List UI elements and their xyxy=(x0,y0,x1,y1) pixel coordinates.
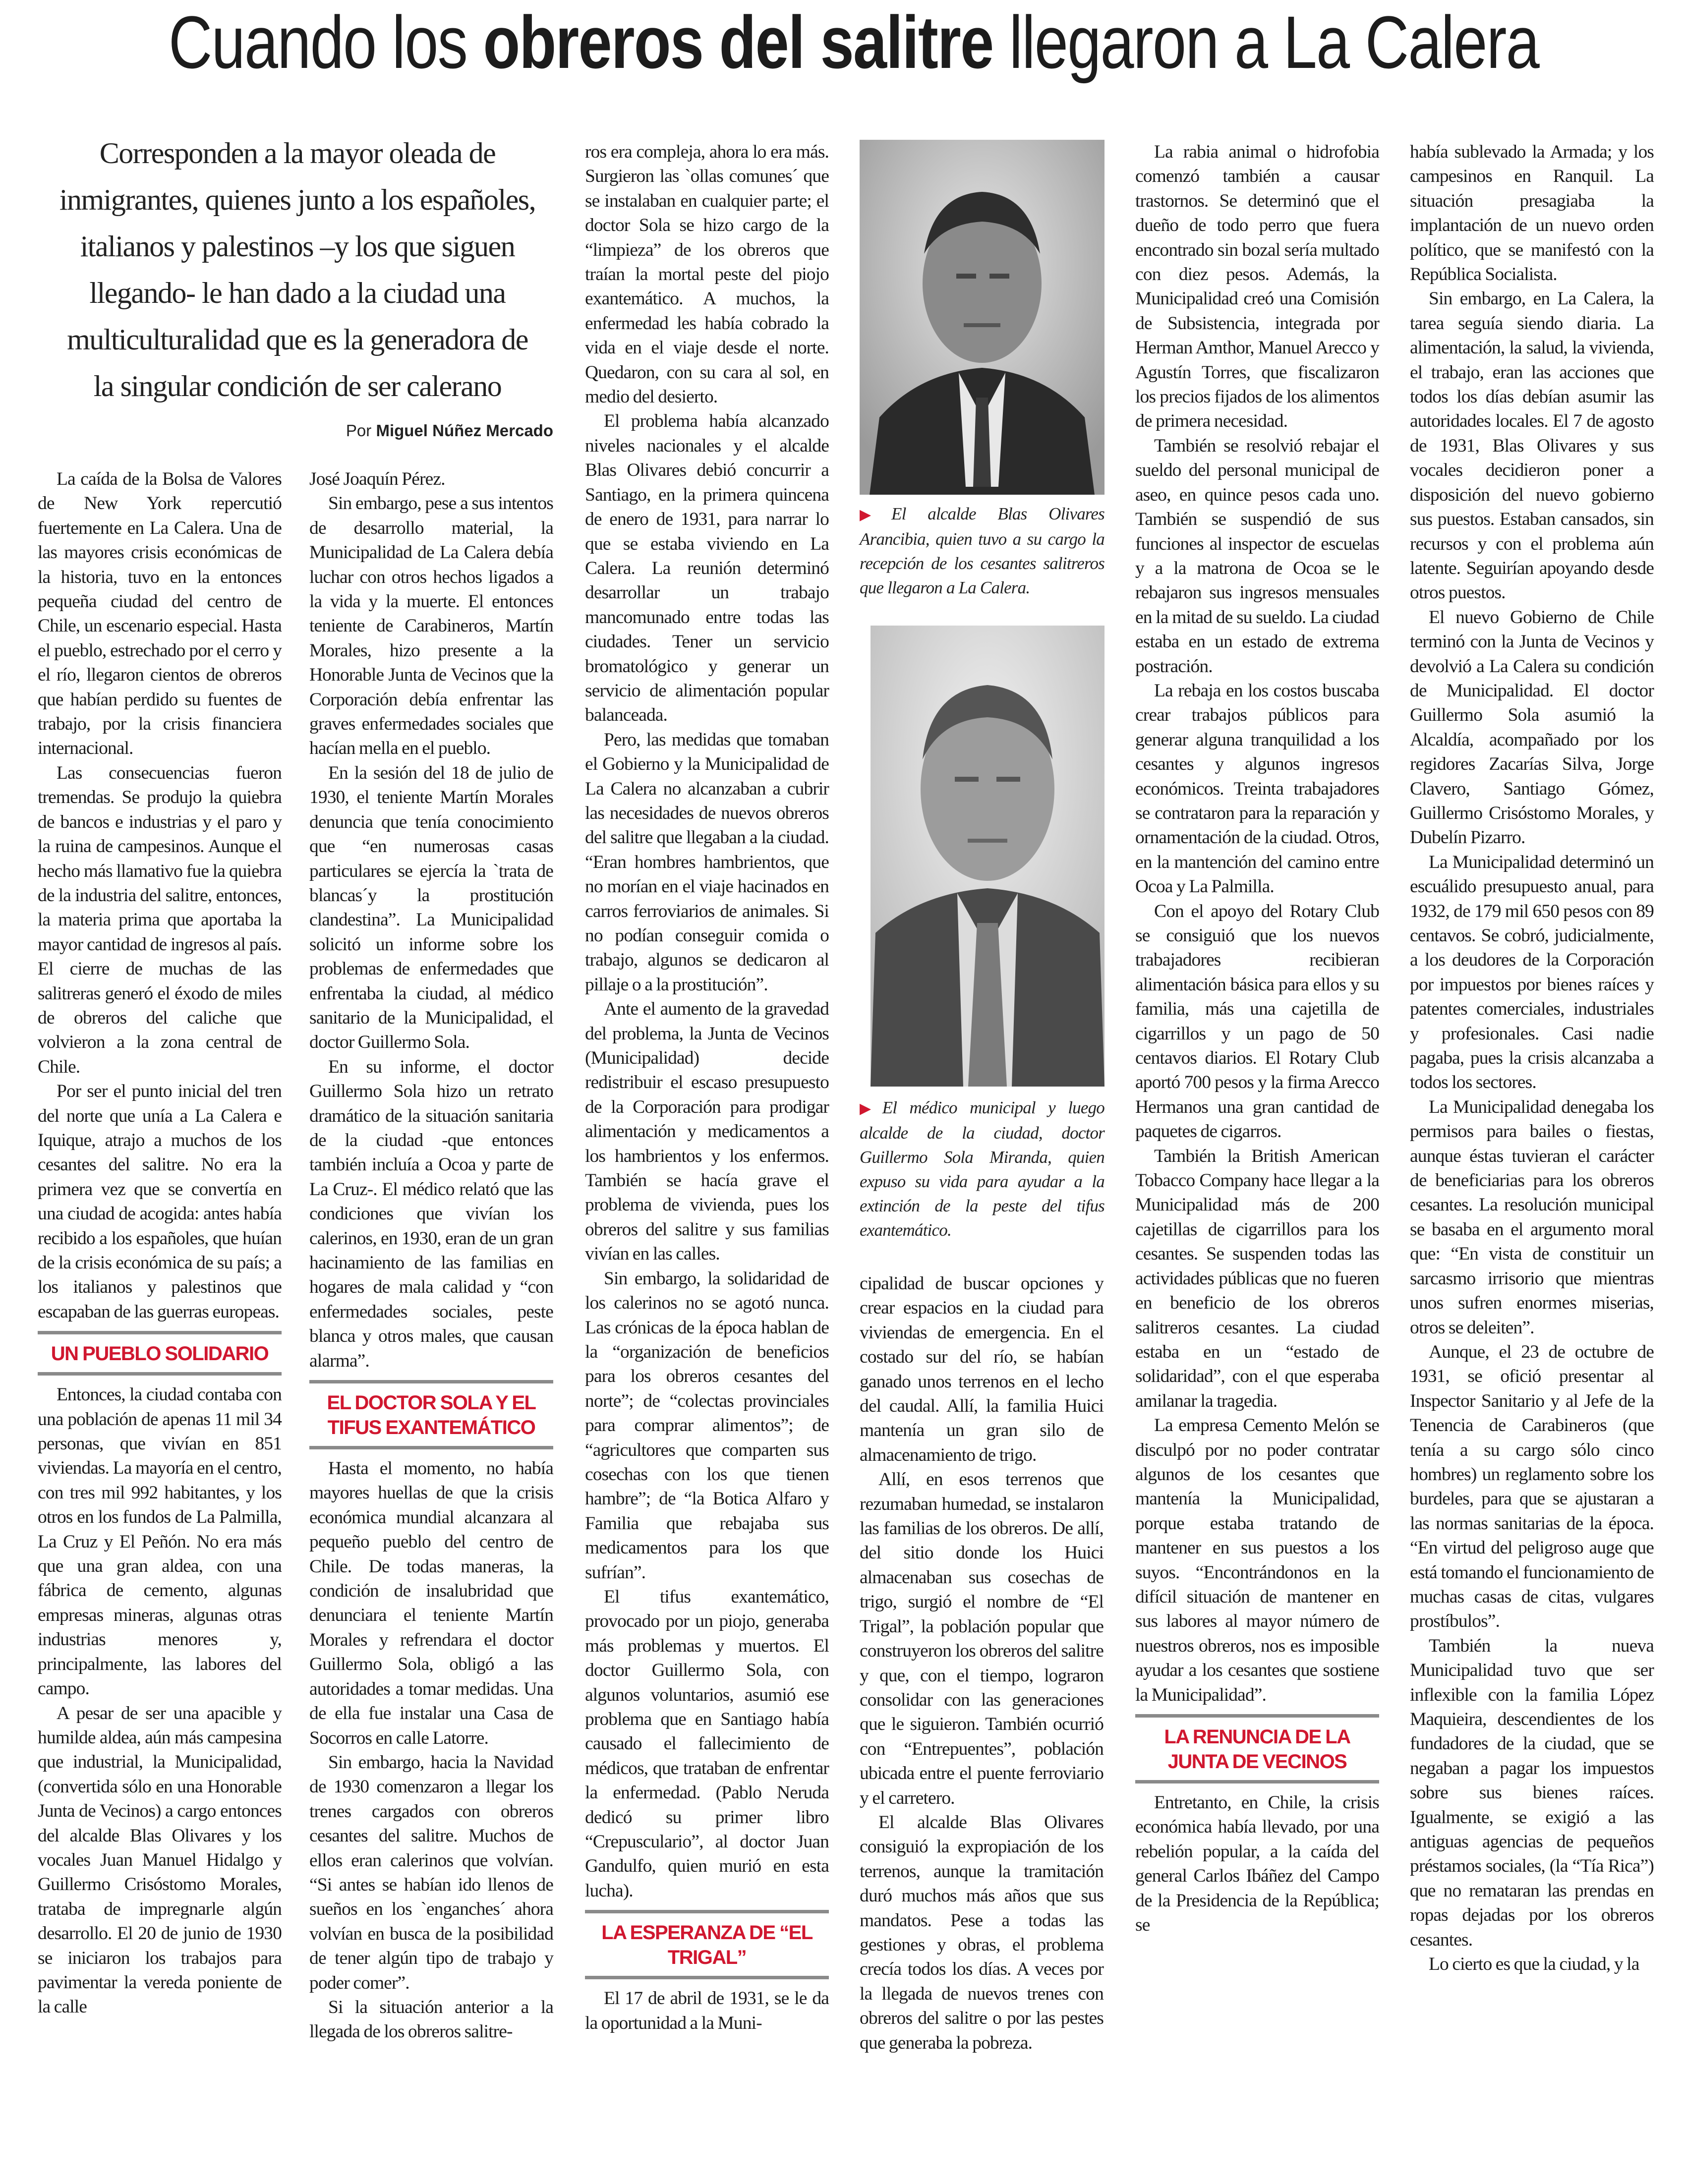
body-paragraph: También se resolvió rebajar el sueldo del personal municipal de aseo, en quince pesos cada uno. También se suspendió de sus funciones al inspector de escuelas y a la matrona de Ocoa se le rebajaron sus ingresos mensuales en la mitad de su sueldo. La ciudad estaba en un estado de extrema postración. xyxy=(1135,435,1379,677)
body-paragraph: El nuevo Gobierno de Chile terminó con la Junta de Vecinos y devolvió a La Calera su condición de Municipalidad. El doctor Guillermo Sola asumió la Alcaldía, acompañado por los regidores Zacarías Silva, Jorge Clavero, Santiago Gómez, Guillermo Crisóstomo Morales, y Dubelín Pizarro. xyxy=(1410,607,1654,848)
body-paragraph: La empresa Cemento Melón se disculpó por no poder contratar algunos de los cesantes que mantenía la Municipalidad, porque estaba tratando de mantener en sus puestos a los suyos. “Encontrándonos en la difícil situación de mantener en sus labores al mayor número de nuestros obreros, nos es imposible ayudar a los cesantes que sostiene la Municipalidad”. xyxy=(1135,1415,1379,1705)
deck: Corresponden a la mayor oleada de inmigrantes, quienes junto a los españoles, italianos y palestinos –y los que siguen llegando- le han dado a la ciudad una multiculturalidad que es la generadora de la singular condición de ser calerano xyxy=(59,137,536,402)
body-paragraph: Aunque, el 23 de octubre de 1931, se ofició presentar al Inspector Sanitario y al Jefe de la Tenencia de Carabineros (que tenía a su cargo sólo cinco hombres) un reglamento sobre los burdeles, para que se ajustaran a las normas sanitarias de la época. “En virtud del peligroso auge que está tomando el funcionamiento de muchas casas de citas, vulgares prostíbulos”. xyxy=(1410,1341,1654,1632)
photo-blas-olivares xyxy=(860,140,1104,495)
caption-marker-icon: ▶ xyxy=(860,507,889,523)
body-paragraph: Hasta el momento, no había mayores huellas de que la crisis económica mundial alcanzara al pequeño pueblo del centro de Chile. De todas maneras, la condición de insalubridad que denunciara el teniente Martín Morales y refrendara el doctor Guillermo Sola, obligó a las autoridades a tomar medidas. Una de ella fue instalar una Casa de Socorros en calle Latorre. xyxy=(309,1458,553,1748)
body-paragraph: El 17 de abril de 1931, se le da la oportunidad a la Muni- xyxy=(585,1988,829,2033)
body-paragraph: había sublevado la Armada; y los campesinos en Ranquil. La situación presagiaba la implantación de un nuevo orden político, que se manifestó con la República Socialista. xyxy=(1410,142,1654,285)
body-paragraph: El problema había alcanzado niveles nacionales y el alcalde Blas Olivares debió concurrir a Santiago, en la primera quincena de enero de 1931, para narrar lo que se estaba viviendo en La Calera. La reunión determinó desarrollar un trabajo mancomunado entre todas las ciudades. Tener un servicio bromatológico y generar un servicio de alimentación popular balanceada. xyxy=(585,411,829,726)
body-paragraph: Ante el aumento de la gravedad del problema, la Junta de Vecinos (Municipalidad) decide redistribuir el escaso presupuesto de la Corporación para prodigar alimentación y medicamentos a los hambrientos y los enfermos. También se hacía grave el problema de vivienda, pues los obreros del salitre y sus familias vivían en las calles. xyxy=(585,999,829,1264)
body-paragraph: También la British American Tobacco Company hace llegar a la Municipalidad más de 200 cajetillas de cigarrillos para los cesantes. Se suspenden todas las actividades públicas que no fueren en beneficio de los obreros salitreros cesantes. La ciudad estaba en un “estado de solidaridad”, con el que esperaba amilanar la tragedia. xyxy=(1135,1146,1379,1411)
body-paragraph: El tifus exantemático, provocado por un piojo, generaba más problemas y muertos. El doctor Guillermo Sola, con algunos voluntarios, asumió ese problema que en Santiago había causado el fallecimiento de médicos, que trataban de enfrentar la enfermedad. (Pablo Neruda dedicó su primer libro “Crepusculario”, al doctor Juan Gandulfo, quien murió en esta lucha). xyxy=(585,1586,829,1901)
section-subhead: LA ESPERANZA DE “EL TRIGAL” xyxy=(585,1910,829,1979)
body-paragraph: Pero, las medidas que tomaban el Gobierno y la Municipalidad de La Calera no alcanzaban a cubrir las necesidades de nuevos obreros del salitre que llegaban a la ciudad. “Eran hombres hambrientos, que no morían en el viaje hacinados en carros ferroviarios de animales. Si no podían conseguir comida o trabajo, algunos se dedicaron al pillaje o a la prostitución”. xyxy=(585,729,829,995)
body-paragraph: La Municipalidad determinó un escuálido presupuesto anual, para 1932, de 179 mil 650 pesos con 89 centavos. Se cobró, judicialmente, a los deudores de la Corporación por impuestos por bienes raíces y patentes comerciales, industriales y profesionales. Casi nadie pagaba, pues la crisis alcanzaba a todos los sectores. xyxy=(1410,852,1654,1093)
column-6 xyxy=(1410,140,1654,1976)
photo-caption-1 xyxy=(860,502,1104,600)
byline-prefix: Por xyxy=(346,421,372,440)
column-3 xyxy=(585,140,829,2035)
caption-text: El alcalde Blas Olivares Arancibia, quien tuvo a su cargo la recepción de los cesantes salitreros que llegaron a La Calera. xyxy=(860,504,1104,597)
body-paragraph: Lo cierto es que la ciudad, y la xyxy=(1429,1954,1639,1975)
body-paragraph: Por ser el punto inicial del tren del norte que unía a La Calera e Iquique, atrajo a muchos de los cesantes del salitre. No era la primera vez que se convertía en una ciudad de acogida: antes había recibido a los españoles, que huían de la crisis económica de su país; a los italianos y palestinos que escapaban de las guerras europeas. xyxy=(38,1081,282,1322)
body-paragraph: ros era compleja, ahora lo era más. Surgieron las `ollas comunes´ que se instalaban en cualquier parte; el doctor Sola se hizo cargo de la “limpieza” de los obreros que traían la mortal peste del piojo exantemático. A muchos, la enfermedad les había cobrado la vida en el viaje desde el norte. Quedaron, con su cara al sol, en medio del desierto. xyxy=(585,142,829,407)
portrait-image xyxy=(860,140,1104,495)
caption-text: El médico municipal y luego alcalde de la ciudad, doctor Guillermo Sola Miranda, quien expuso su vida para ayudar a la extinción de la peste del tifus exantemático. xyxy=(860,1098,1104,1240)
body-paragraph: El alcalde Blas Olivares consiguió la expropiación de los terrenos, aunque la tramitación duró muchos más años que sus mandatos. Pese a todas las gestiones y obras, el problema crecía todos los días. A veces por la llegada de nuevos trenes con obreros del salitre o por las pestes que generaba la pobreza. xyxy=(860,1812,1104,2053)
body-paragraph: José Joaquín Pérez. xyxy=(309,469,445,489)
headline-post: llegaron a La Calera xyxy=(993,0,1539,84)
body-paragraph: Sin embargo, hacia la Navidad de 1930 comenzaron a llegar los trenes cargados con obreros cesantes del salitre. Muchos de ellos eran calerinos que volvían. “Si antes se habían ido llenos de sueños en los `enganches´ ahora volvían en busca de la posibilidad de tener algún tipo de trabajo y poder comer”. xyxy=(309,1752,553,1993)
section-subhead: LA RENUNCIA DE LA JUNTA DE VECINOS xyxy=(1135,1714,1379,1783)
body-paragraph: Las consecuencias fueron tremendas. Se produjo la quiebra de bancos e industrias y el paro y la ruina de campesinos. Aunque el hecho más llamativo fue la quiebra de la industria del salitre, entonces, la materia prima que aportaba la mayor cantidad de ingresos al país. El cierre de muchas de las salitreras generó el éxodo de miles de obreros del caliche que volvieron a la zona central de Chile. xyxy=(38,762,282,1077)
caption-marker-icon: ▶ xyxy=(860,1100,879,1117)
photo-caption-2 xyxy=(860,1095,1104,1242)
body-paragraph: Con el apoyo del Rotary Club se consiguió que los nuevos trabajadores recibieran alimentación básica para ellos y su familia, más una cajetilla de cigarrillos y un pago de 50 centavos diarios. El Rotary Club aportó 700 pesos y la firma Arecco Hermanos una gran cantidad de paquetes de cigarros. xyxy=(1135,901,1379,1142)
photo-guillermo-sola xyxy=(871,626,1104,1087)
column-5 xyxy=(1135,140,1379,1937)
body-paragraph: Allí, en esos terrenos que rezumaban humedad, se instalaron las familias de los obreros. De allí, del sitio donde los Huici almacenaban sus cosechas de trigo, surgió el nombre de “El Trigal”, la población popular que construyeron los obreros del salitre y que, con el tiempo, lograron consolidar con las generaciones que le siguieron. También ocurrió con “Entrepuentes”, población ubicada entre el puente ferroviario y el carretero. xyxy=(860,1469,1104,1808)
section-subhead: EL DOCTOR SOLA Y EL TIFUS EXANTEMÁTICO xyxy=(309,1380,553,1449)
body-paragraph: En la sesión del 18 de julio de 1930, el teniente Martín Morales denuncia que tenía conocimiento que “en numerosas casas particulares se ejercía la `trata de blancas´y la prostitución clandestina”. La Municipalidad solicitó un informe sobre los problemas de enfermedades que enfrentaba la ciudad, al médico sanitario de la Municipalidad, el doctor Guillermo Sola. xyxy=(309,762,553,1053)
body-paragraph: A pesar de ser una apacible y humilde aldea, aún más campesina que industrial, la Municipalidad, (convertida sólo en una Honorable Junta de Vecinos) a cargo entonces del alcalde Blas Olivares y los vocales Juan Manuel Hidalgo y Guillermo Crisóstomo Morales, trataba de impregnarle algún desarrollo. El 20 de junio de 1930 se iniciaron los trabajos para pavimentar la vereda poniente de la calle xyxy=(38,1703,282,2017)
body-paragraph: La caída de la Bolsa de Valores de New York repercutió fuertemente en La Calera. Una de las mayores crisis económicas de la historia, tuvo en la entonces pequeña ciudad del centro de Chile, un escenario especial. Hasta el pueblo, estrechado por el cerro y el río, llegaron cientos de obreros que habían perdido su fuentes de trabajo, por la crisis financiera internacional. xyxy=(38,469,282,759)
headline-bold: obreros del salitre xyxy=(483,0,993,84)
byline xyxy=(38,421,553,440)
column-4 xyxy=(860,1271,1104,2055)
headline-pre: Cuando los xyxy=(169,0,483,84)
column-1 xyxy=(38,467,282,2019)
body-paragraph: La rebaja en los costos buscaba crear trabajos públicos para generar alguna tranquilidad a los cesantes y algunos ingresos económicos. Treinta trabajadores se contrataron para la reparación y ornamentación de la ciudad. Otros, en la mantención del camino entre Ocoa y La Palmilla. xyxy=(1135,680,1379,897)
portrait-image xyxy=(871,626,1104,1087)
body-paragraph: Si la situación anterior a la llegada de los obreros salitre- xyxy=(309,1997,553,2042)
body-paragraph: En su informe, el doctor Guillermo Sola hizo un retrato dramático de la situación sanitaria de la ciudad -que entonces también incluía a Ocoa y parte de La Cruz-. El médico relató que las condiciones que vivían los calerinos, en 1930, eran de un gran hacinamiento de las familias en hogares de mala calidad y “con enfermedades sociales, peste blanca y otros males, que causan alarma”. xyxy=(309,1056,553,1371)
byline-author: Miguel Núñez Mercado xyxy=(376,421,553,440)
body-paragraph: También la nueva Municipalidad tuvo que ser inflexible con la familia López Maquieira, descendientes de los fundadores de la ciudad, que se negaban a pagar los impuestos sobre sus bienes raíces. Igualmente, se exigió a las antiguas agencias de pequeños préstamos sociales, (la “Tía Rica”) que no remataran las prendas en ropas dejadas por los obreros cesantes. xyxy=(1410,1635,1654,1950)
body-paragraph: Entonces, la ciudad contaba con una población de apenas 11 mil 34 personas, que vivían en 851 viviendas. La mayoría en el centro, con tres mil 992 habitantes, y los otros en los fundos de La Palmilla, La Cruz y El Peñón. No era más que una gran aldea, con una fábrica de cemento, algunas empresas mineras, algunas otras industrias menores y, principalmente, las labores del campo. xyxy=(38,1384,282,1699)
body-paragraph: Sin embargo, pese a sus intentos de desarrollo material, la Municipalidad de La Calera debía luchar con otros hechos ligados a la vida y la muerte. El entonces teniente de Carabineros, Martín Morales, hizo presente a la Honorable Junta de Vecinos que la Corporación debía enfrentar las graves enfermedades sociales que hacían mella en el pueblo. xyxy=(309,493,553,759)
headline xyxy=(169,0,1639,87)
body-paragraph: Sin embargo, en La Calera, la tarea seguía siendo diaria. La alimentación, la salud, la vivienda, el trabajo, eran las acciones que todos los días debían asumir las autoridades locales. El 7 de agosto de 1931, Blas Olivares y sus vocales decidieron poner a disposición del nuevo gobierno sus puestos. Estaban cansados, sin recursos y con el problema aún latente. Seguirían apoyando desde otros puestos. xyxy=(1410,288,1654,603)
section-subhead: UN PUEBLO SOLIDARIO xyxy=(38,1331,282,1376)
body-paragraph: Entretanto, en Chile, la crisis económica había llevado, por una rebelión popular, a la caída del general Carlos Ibáñez del Campo de la Presidencia de la República; se xyxy=(1135,1792,1379,1936)
column-2 xyxy=(309,467,553,2044)
body-paragraph: La Municipalidad denegaba los permisos para bailes o fiestas, aunque éstas tuvieran el carácter de beneficiarias para los obreros cesantes. La resolución municipal se basaba en el argumento moral que: “En vista de constituir un sarcasmo irrisorio que mientras unos sufren enormes miserias, otros se deleiten”. xyxy=(1410,1096,1654,1338)
body-paragraph: La rabia animal o hidrofobia comenzó también a causar trastornos. Se determinó que el dueño de todo perro que fuera encontrado sin bozal sería multado con diez pesos. Además, la Municipalidad creó una Comisión de Subsistencia, integrada por Herman Amthor, Manuel Arecco y Agustín Torres, que fiscalizaron los precios fijados de los alimentos de primera necesidad. xyxy=(1135,142,1379,432)
body-paragraph: cipalidad de buscar opciones y crear espacios en la ciudad para viviendas de emergencia. En el costado sur del río, se habían ganado unos terrenos en el lecho del caudal. Allí, la familia Huici mantenía un gran silo de almacenamiento de trigo. xyxy=(860,1273,1104,1465)
body-paragraph: Sin embargo, la solidaridad de los calerinos no se agotó nunca. Las crónicas de la época hablan de la “organización de beneficios para los obreros cesantes del norte”; de “colectas provinciales para comprar alimentos”; de “agricultores que comparten sus cosechas con los que tienen hambre”; de “la Botica Alfaro y Familia que rebajaba sus medicamentos para los que sufrían”. xyxy=(585,1268,829,1583)
